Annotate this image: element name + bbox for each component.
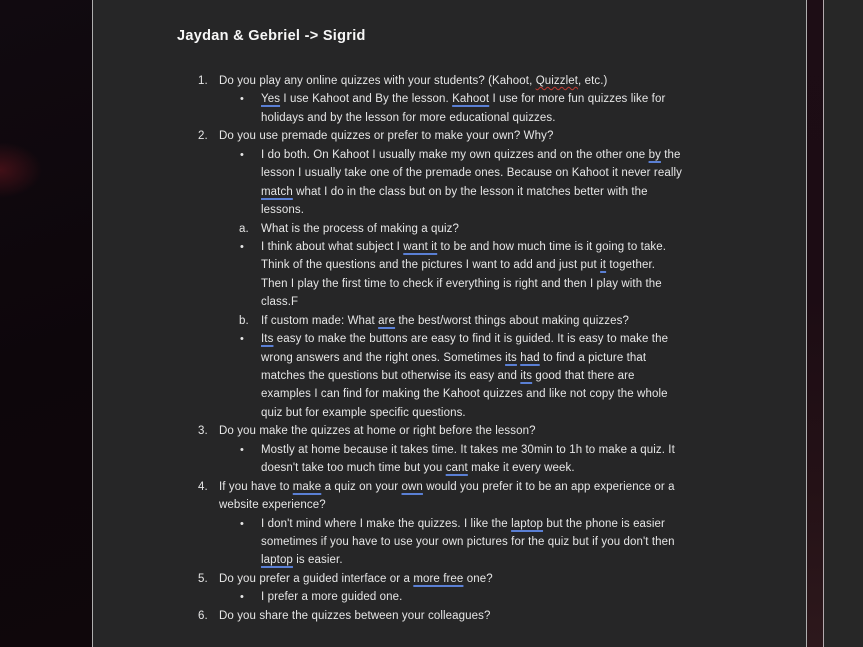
paragraph <box>93 238 806 312</box>
text-segment: examples I can find for making the Kahoot quizzes and like not copy the whole <box>261 388 668 401</box>
suggestion-underlined-text: cant <box>445 462 468 475</box>
bullet-marker: • <box>240 591 244 604</box>
text-segment: website experience? <box>219 499 326 512</box>
list-number-marker: 2. <box>198 130 208 143</box>
text-segment: a quiz on your <box>321 480 402 493</box>
text-segment: If custom made: What <box>261 314 379 327</box>
document-title: Jaydan & Gebriel -> Sigrid <box>177 28 366 44</box>
text-line[interactable] <box>93 238 806 256</box>
text-line[interactable] <box>93 367 806 385</box>
text-segment: the best/worst things about making quizzes? <box>395 314 629 327</box>
text-segment: doesn't take too much time but you <box>261 462 446 475</box>
text-segment: I prefer a more guided one. <box>261 591 403 604</box>
text-segment: Do you play any online quizzes with your students? (Kahoot, <box>219 75 536 87</box>
document-page[interactable] <box>92 0 807 647</box>
text-line[interactable] <box>93 220 806 238</box>
text-segment: I use for more fun quizzes like for <box>489 93 666 106</box>
text-line[interactable] <box>93 256 806 274</box>
paragraph <box>93 441 806 478</box>
text-segment: Do you share the quizzes between your colleagues? <box>219 609 491 622</box>
text-segment: , etc.) <box>578 75 608 87</box>
paragraph <box>93 127 806 145</box>
text-line[interactable] <box>93 478 806 496</box>
text-segment: wrong answers and the right ones. Sometimes <box>261 351 506 364</box>
list-number-marker: 4. <box>198 480 208 493</box>
paragraph <box>93 515 806 570</box>
text-line[interactable] <box>93 588 806 606</box>
text-line[interactable] <box>93 146 806 164</box>
suggestion-underlined-text: make <box>292 480 322 493</box>
text-line[interactable] <box>93 349 806 367</box>
text-segment: If you have to <box>219 480 293 493</box>
bullet-marker: • <box>240 443 244 456</box>
suggestion-underlined-text: Its <box>261 333 274 346</box>
text-segment: the <box>660 148 681 161</box>
suggestion-underlined-text: laptop <box>261 554 293 567</box>
suggestion-underlined-text: it <box>600 259 607 272</box>
text-line[interactable] <box>93 496 806 514</box>
text-segment: make it every week. <box>467 462 575 475</box>
bullet-marker: • <box>240 517 244 530</box>
suggestion-underlined-text: had <box>520 351 540 364</box>
suggestion-underlined-text: more free <box>413 572 464 585</box>
text-segment: Think of the questions and the pictures I want to add and just put <box>261 259 601 272</box>
text-segment: holidays and by the lesson for more educational quizzes. <box>261 111 556 124</box>
paragraph <box>93 146 806 220</box>
paragraph <box>93 90 806 127</box>
text-segment: I don't mind where I make the quizzes. I like the <box>261 517 512 530</box>
text-line[interactable] <box>93 127 806 145</box>
suggestion-underlined-text: its <box>520 370 533 382</box>
text-segment: to be and how much time is it going to take. <box>437 240 667 253</box>
text-segment: easy to make the buttons are easy to find it is guided. It is easy to make the <box>273 333 669 346</box>
list-number-marker: a. <box>239 222 249 235</box>
text-segment: good that there are <box>532 370 635 382</box>
text-line[interactable] <box>93 312 806 330</box>
text-segment: Do you prefer a guided interface or a <box>219 572 414 585</box>
text-segment: What is the process of making a quiz? <box>261 222 460 235</box>
text-segment: I think about what subject I <box>261 240 404 253</box>
paragraph <box>93 570 806 588</box>
text-segment: lesson I usually take one of the premade ones. Because on Kahoot it never really <box>261 167 682 180</box>
text-segment: matches the questions but otherwise its easy and <box>261 370 521 382</box>
list-number-marker: 1. <box>198 75 208 87</box>
spellcheck-underlined-text: Quizzlet <box>535 75 579 87</box>
text-segment: but the phone is easier <box>543 517 665 530</box>
text-line[interactable] <box>93 201 806 219</box>
suggestion-underlined-text: are <box>378 314 396 327</box>
suggestion-underlined-text: Kahoot <box>452 93 490 106</box>
text-segment: sometimes if you have to use your own pictures for the quiz but if you don't then <box>261 535 675 548</box>
text-line[interactable] <box>93 164 806 182</box>
text-line[interactable] <box>93 533 806 551</box>
suggestion-underlined-text: match <box>261 185 293 198</box>
bullet-marker: • <box>240 148 244 161</box>
text-segment: one? <box>463 572 493 585</box>
paragraph <box>93 607 806 625</box>
paragraph <box>93 220 806 238</box>
text-line[interactable] <box>93 183 806 201</box>
paragraph <box>93 588 806 606</box>
suggestion-underlined-text: by <box>648 148 661 161</box>
text-segment: Do you make the quizzes at home or right before the lesson? <box>219 425 536 438</box>
text-line[interactable] <box>93 551 806 569</box>
text-line[interactable] <box>93 109 806 127</box>
text-segment: is easier. <box>292 554 343 567</box>
text-line[interactable] <box>93 330 806 348</box>
text-line[interactable] <box>93 570 806 588</box>
list-number-marker: 3. <box>198 425 208 438</box>
document-body <box>93 72 806 625</box>
suggestion-underlined-text: own <box>401 480 423 493</box>
list-number-marker: b. <box>239 314 249 327</box>
desktop-gap-strip <box>807 0 823 647</box>
text-segment: I do both. On Kahoot I usually make my own quizzes and on the other one <box>261 148 649 161</box>
text-segment: class.F <box>261 296 299 309</box>
text-segment: Then I play the first time to check if everything is right and then I play with the <box>261 277 662 290</box>
bullet-marker: • <box>240 333 244 346</box>
suggestion-underlined-text: Yes <box>261 93 281 106</box>
text-segment: would you prefer it to be an app experience or a <box>422 480 675 493</box>
desktop-background <box>0 0 92 647</box>
right-window-edge <box>823 0 863 647</box>
paragraph <box>93 422 806 440</box>
bullet-marker: • <box>240 93 244 106</box>
list-number-marker: 5. <box>198 572 208 585</box>
text-line[interactable] <box>93 607 806 625</box>
suggestion-underlined-text: want it <box>403 240 438 253</box>
paragraph <box>93 72 806 90</box>
paragraph <box>93 478 806 515</box>
text-segment: Do you use premade quizzes or prefer to make your own? Why? <box>219 130 554 143</box>
text-line[interactable] <box>93 275 806 293</box>
text-segment: to find a picture that <box>539 351 647 364</box>
text-line[interactable] <box>93 72 806 90</box>
list-number-marker: 6. <box>198 609 208 622</box>
text-segment: lessons. <box>261 204 304 217</box>
text-line[interactable] <box>93 385 806 403</box>
text-segment: quiz but for example specific questions. <box>261 406 466 419</box>
text-segment: together. <box>606 259 656 272</box>
text-line[interactable] <box>93 293 806 311</box>
text-segment: what I do in the class but on by the lesson it matches better with the <box>292 185 648 198</box>
suggestion-underlined-text: its <box>505 351 517 364</box>
paragraph <box>93 312 806 330</box>
text-segment: Mostly at home because it takes time. It takes me 30min to 1h to make a quiz. It <box>261 443 675 456</box>
text-segment: I use Kahoot and By the lesson. <box>280 93 453 106</box>
text-line[interactable] <box>93 515 806 533</box>
text-line[interactable] <box>93 90 806 108</box>
paragraph <box>93 330 806 422</box>
text-line[interactable] <box>93 404 806 422</box>
bullet-marker: • <box>240 240 244 253</box>
suggestion-underlined-text: laptop <box>511 517 544 530</box>
text-line[interactable] <box>93 422 806 440</box>
text-line[interactable] <box>93 459 806 477</box>
text-line[interactable] <box>93 441 806 459</box>
